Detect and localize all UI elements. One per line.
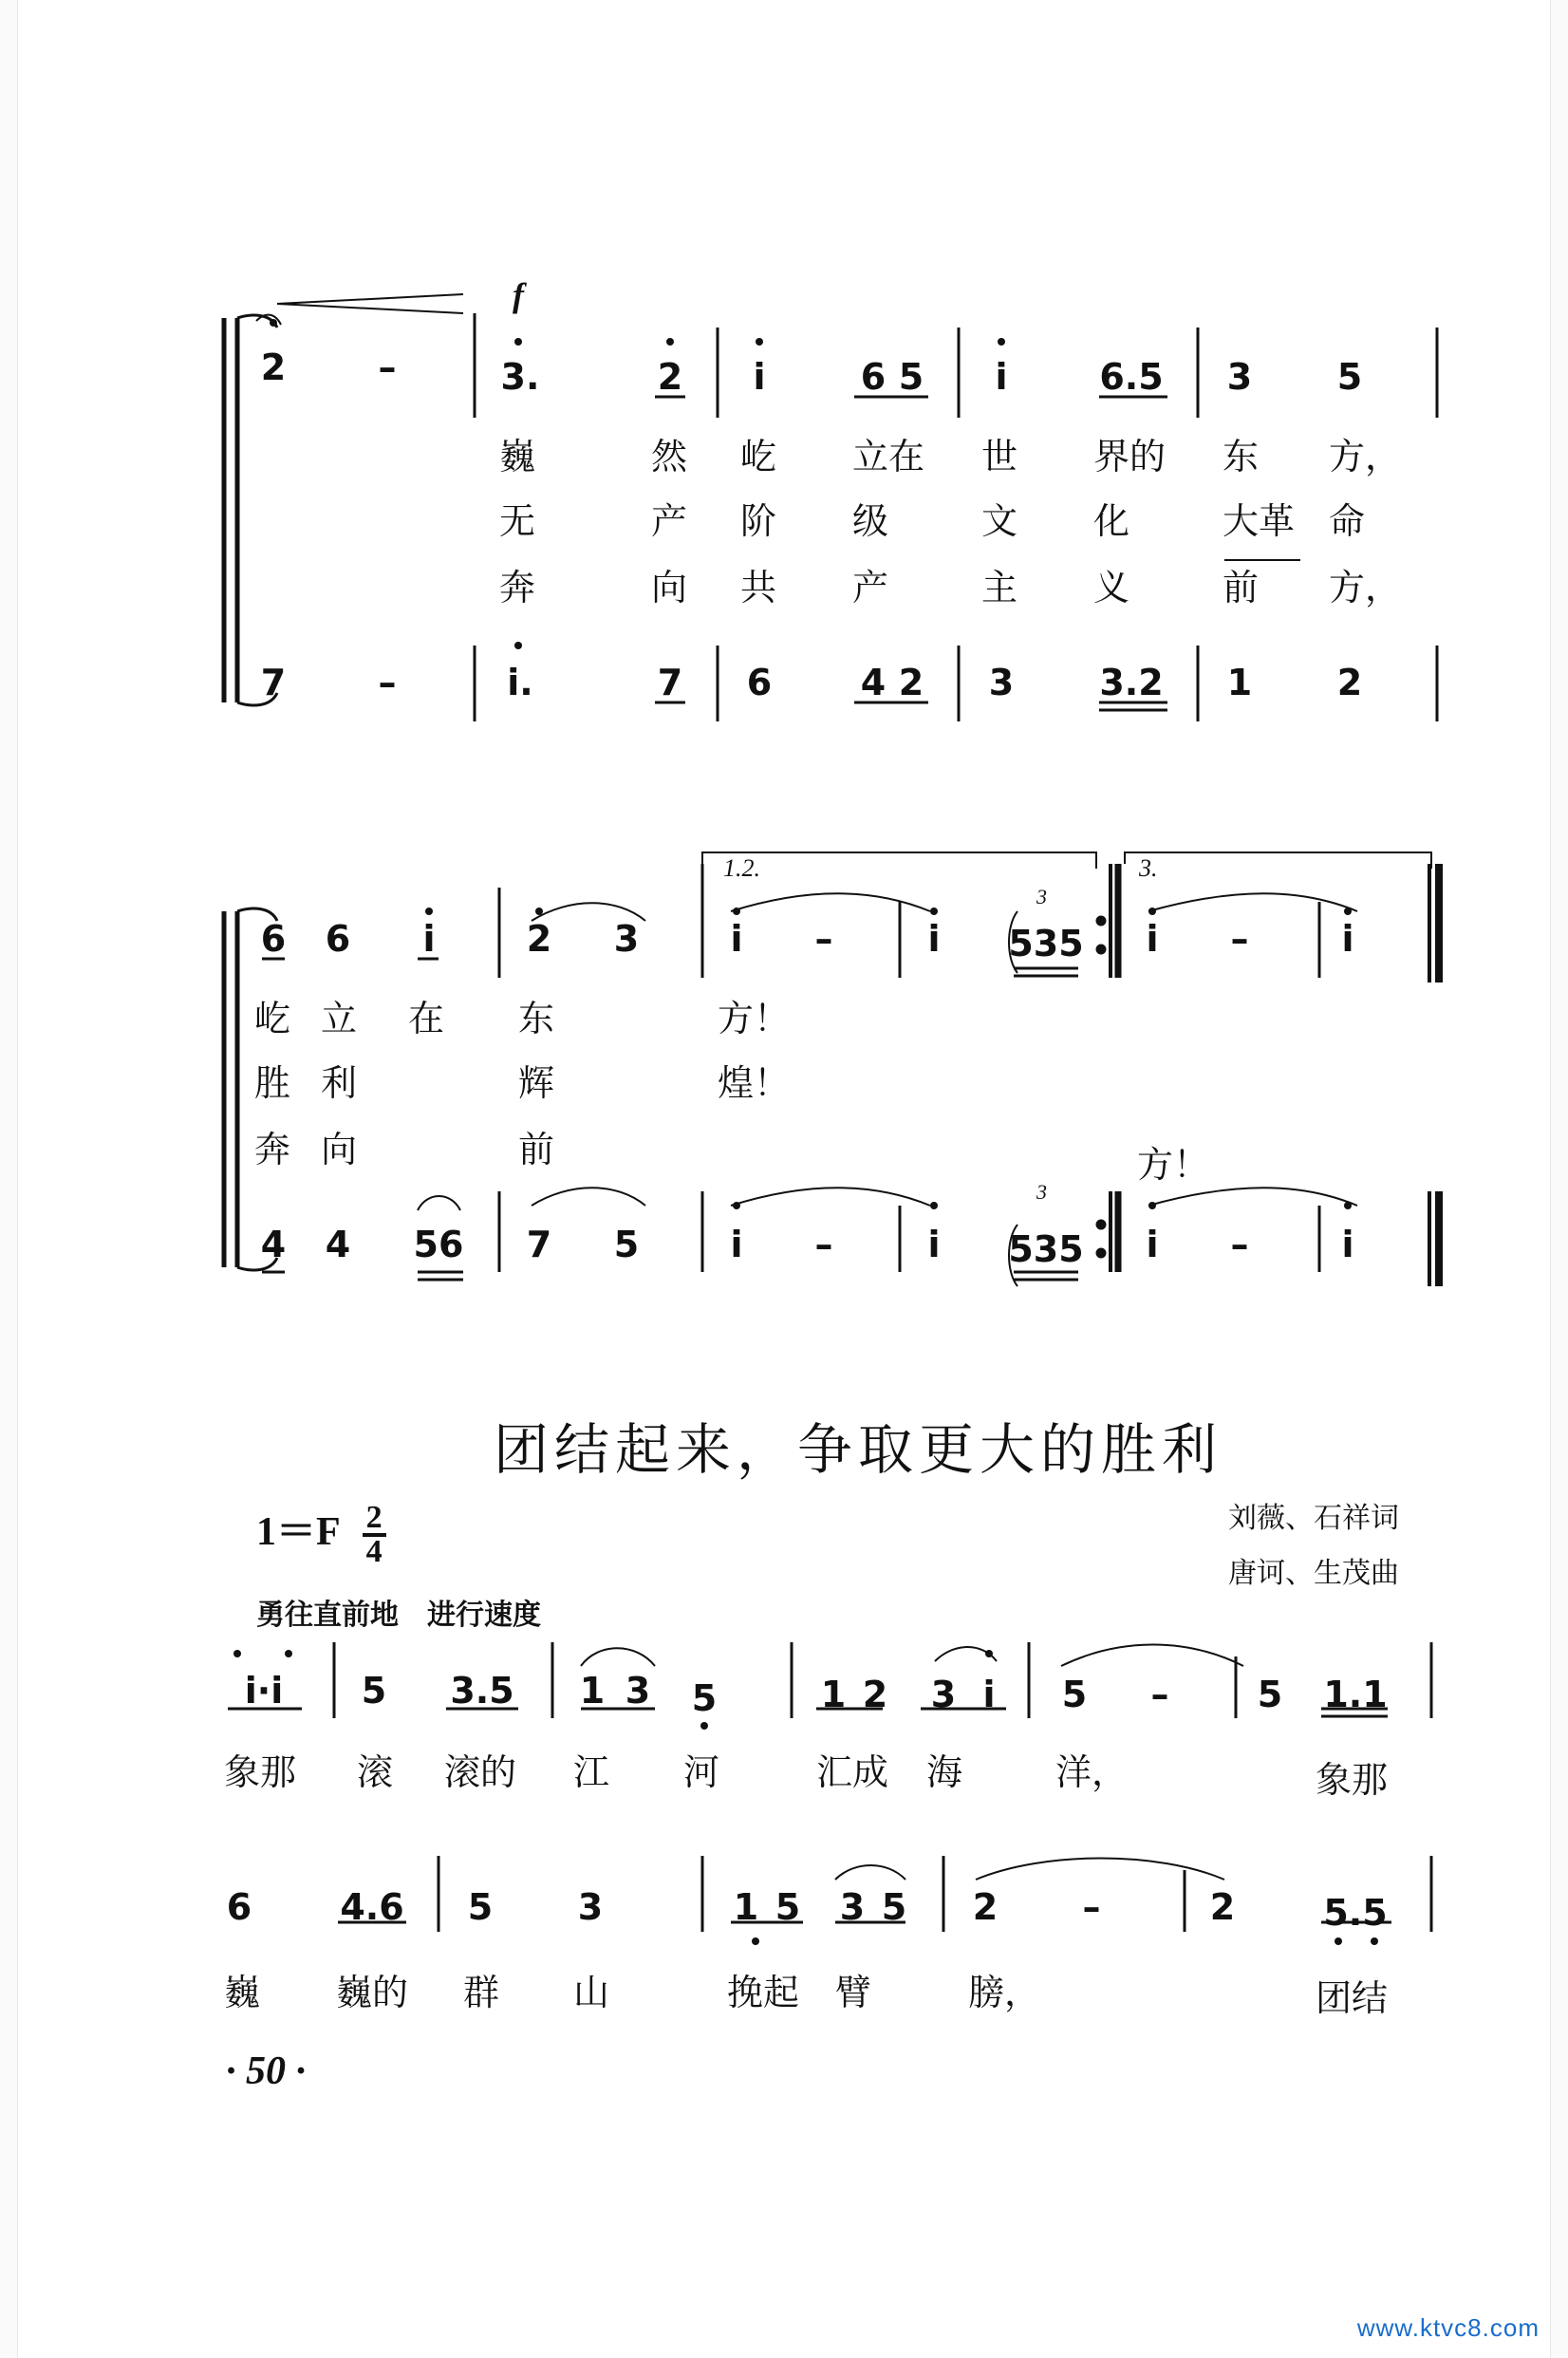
note: 2: [657, 356, 683, 398]
note: 3: [988, 662, 1015, 703]
lyric: 洋，: [1055, 1751, 1129, 1793]
lyric: 东: [1223, 436, 1260, 477]
note: 1: [733, 1886, 759, 1928]
lyric: 巍: [224, 1972, 261, 2013]
lyric: 山: [573, 1972, 610, 2013]
note: 6: [746, 662, 773, 703]
lyric: 阶: [740, 500, 777, 542]
page-number: · 50 ·: [226, 2049, 306, 2093]
lyric: 屹: [740, 436, 777, 477]
note: 7: [657, 662, 683, 703]
lyric: 江: [573, 1751, 610, 1793]
note: 3.5: [450, 1670, 514, 1712]
lyric: 界的: [1093, 436, 1167, 477]
lyric: 海: [926, 1751, 963, 1793]
note: –: [1150, 1674, 1169, 1715]
lyric: 象那: [224, 1751, 297, 1793]
lyric: 象那: [1316, 1759, 1389, 1801]
lyric: 立在: [852, 436, 925, 477]
lyric: 群: [463, 1972, 500, 2013]
lyric: 方！: [718, 998, 791, 1039]
note: 1: [820, 1674, 847, 1715]
note: 2: [1336, 662, 1363, 703]
lyric: 立: [321, 998, 358, 1039]
time-sig-top: 2: [363, 1503, 386, 1537]
note: 3: [577, 1886, 604, 1928]
note: i: [982, 1674, 996, 1715]
note: –: [1082, 1886, 1101, 1928]
note: 4: [260, 1224, 287, 1265]
triplet-mark-bottom: 3: [1036, 1180, 1047, 1204]
note: 5: [613, 1224, 640, 1265]
note: 535: [1008, 1228, 1084, 1270]
lyric: 化: [1093, 500, 1130, 542]
note: –: [814, 918, 833, 960]
note: 2: [1209, 1886, 1236, 1928]
note: 7: [526, 1224, 552, 1265]
lyric: 河: [683, 1751, 720, 1793]
note: 6: [325, 918, 351, 960]
note: 6: [860, 356, 887, 398]
lyric: 在: [408, 998, 445, 1039]
lyric: 臂: [835, 1972, 872, 2013]
volta-1-label: 1.2.: [723, 854, 760, 882]
note: 3: [839, 1886, 866, 1928]
lyric: 方！: [1137, 1144, 1210, 1186]
note: 5: [775, 1886, 801, 1928]
lyric: 产: [852, 567, 889, 608]
note: 2: [898, 662, 924, 703]
lyric: 方，: [1329, 436, 1402, 477]
note: 6.5: [1099, 356, 1164, 398]
note: i: [995, 356, 1008, 398]
site-watermark[interactable]: www.ktvc8.com: [1356, 2313, 1540, 2342]
lyric: 然: [651, 436, 688, 477]
note: 4.6: [340, 1886, 404, 1928]
note: 1.1: [1323, 1674, 1388, 1715]
lyric: 世: [981, 436, 1018, 477]
key-label: 1＝F: [256, 1510, 340, 1554]
note: 3: [613, 918, 640, 960]
note: i: [422, 918, 436, 960]
lyric: 巍: [499, 436, 536, 477]
lyricist-credit: 刘薇、石祥词: [1228, 1502, 1399, 1535]
note: 56: [413, 1224, 464, 1265]
note: 2: [260, 346, 287, 388]
note: 5: [898, 356, 924, 398]
note: 2: [862, 1674, 888, 1715]
note: –: [1230, 1224, 1249, 1265]
lyric: 团结: [1316, 1977, 1389, 2019]
lyric: 向: [651, 567, 688, 608]
lyric: 文: [981, 500, 1018, 542]
triplet-mark-top: 3: [1036, 885, 1047, 908]
note: i: [753, 356, 766, 398]
lyric: 义: [1093, 567, 1130, 608]
lyric: 汇成: [816, 1751, 889, 1793]
composer-credit: 唐诃、生茂曲: [1228, 1557, 1399, 1590]
note: 5: [1257, 1674, 1283, 1715]
note: 5: [361, 1670, 387, 1712]
lyric: 巍的: [336, 1972, 409, 2013]
note: 535: [1008, 923, 1084, 964]
note: i: [1146, 1224, 1159, 1265]
note: 4: [325, 1224, 351, 1265]
lyric: 级: [852, 500, 889, 542]
lyric: 滚的: [444, 1751, 517, 1793]
note: i: [730, 1224, 743, 1265]
dynamic-mark: f: [513, 276, 524, 314]
lyric: 辉: [518, 1062, 555, 1104]
lyric: 利: [321, 1062, 358, 1104]
note: 3.: [500, 356, 540, 398]
note: –: [814, 1224, 833, 1265]
lyric: 向: [321, 1129, 358, 1170]
note: 3: [930, 1674, 957, 1715]
note: 6: [260, 918, 287, 960]
song-title: 团结起来，争取更大的胜利: [494, 1417, 1223, 1482]
note: 1: [579, 1670, 606, 1712]
lyric: 共: [740, 567, 777, 608]
note: 2: [972, 1886, 999, 1928]
note: 1: [1226, 662, 1253, 703]
note: 4: [860, 662, 887, 703]
note: 3.2: [1099, 662, 1164, 703]
lyric: 膀，: [968, 1972, 1041, 2013]
note: i: [1341, 1224, 1354, 1265]
note: i.: [507, 662, 533, 703]
note: i: [927, 918, 941, 960]
note: –: [1230, 918, 1249, 960]
lyric: 奔: [254, 1129, 291, 1170]
note: –: [378, 346, 397, 388]
note: 5: [1336, 356, 1363, 398]
lyric: 挽起: [727, 1972, 800, 2013]
lyric: 产: [651, 500, 688, 542]
system1-bracket: [224, 318, 237, 702]
lyric: 前: [1223, 567, 1260, 608]
lyric: 方，: [1329, 567, 1402, 608]
lyric: 前: [518, 1129, 555, 1170]
note: 5: [1061, 1674, 1088, 1715]
note: 3: [1226, 356, 1253, 398]
lyric: 主: [981, 567, 1018, 608]
note: –: [378, 662, 397, 703]
note: 7: [260, 662, 287, 703]
key-signature: [256, 1500, 386, 1568]
note: 5: [691, 1677, 718, 1719]
lyric: 胜: [254, 1062, 291, 1104]
lyric: 命: [1329, 500, 1366, 542]
note: 5.5: [1323, 1892, 1388, 1934]
time-sig-bottom: 4: [365, 1534, 383, 1570]
note: 5: [467, 1886, 494, 1928]
note: 6: [226, 1886, 252, 1928]
lyric: 大革: [1223, 500, 1296, 542]
lyric: 东: [518, 998, 555, 1039]
note: 3: [625, 1670, 651, 1712]
note: 2: [526, 918, 552, 960]
lyric: 煌！: [718, 1062, 791, 1104]
volta-2-label: 3.: [1139, 854, 1158, 882]
tempo-marking: 勇往直前地 进行速度: [256, 1599, 541, 1632]
note: i: [927, 1224, 941, 1265]
note: i: [730, 918, 743, 960]
note: 5: [881, 1886, 907, 1928]
lyric: 屹: [254, 998, 291, 1039]
note: i: [1146, 918, 1159, 960]
lyric: 无: [499, 500, 536, 542]
time-signature: [363, 1500, 386, 1570]
lyric: 滚: [357, 1751, 394, 1793]
note: i: [1341, 918, 1354, 960]
lyric: 奔: [499, 567, 536, 608]
note: i·i: [244, 1670, 284, 1712]
